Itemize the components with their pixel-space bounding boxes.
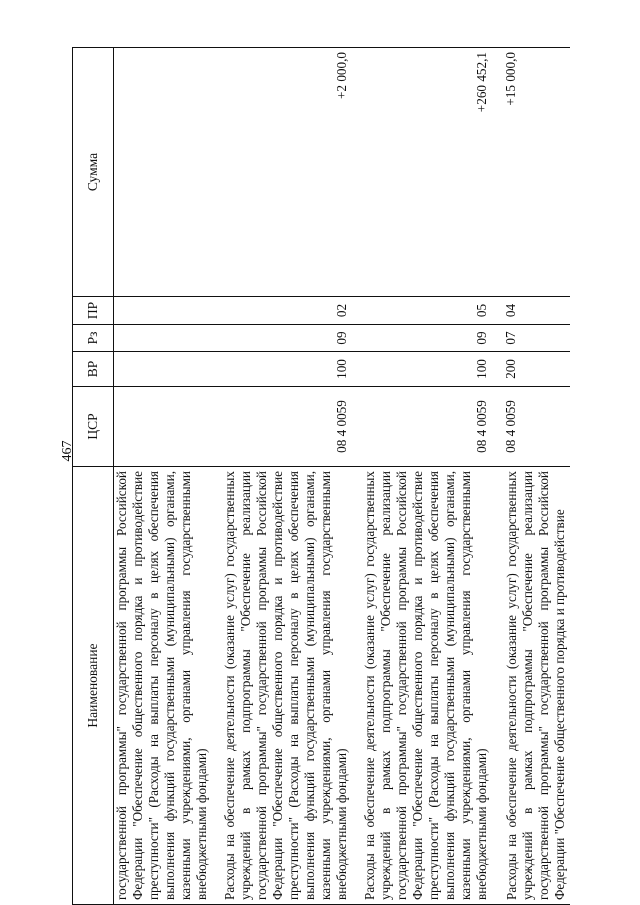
row-name: государственной программы" государственной программы Российской Федерации "Обеспечение общественного порядка и противодействие преступности" (Расходы на выплаты персоналу в целях обеспечения выполнения функций государственными (муниципальными) органами, казенными учреждениями, органами управления государственными внебюджетными фондами) (114, 467, 223, 905)
row-rz: 09 (362, 325, 502, 352)
row-rz: 07 (502, 325, 570, 352)
row-name: Расходы на обеспечение деятельности (оказание услуг) государственных учреждений в рамках подпрограммы "Обеспечение реализации государственной программы" государственной программы Российской Федерации "Обеспечение общественного порядка и противодействие преступности" (Расходы на выплаты персоналу в целях обеспечения выполнения функций государственными (муниципальными) органами, казенными учреждениями, органами управления государственными внебюджетными фондами) (362, 467, 502, 905)
table-row (502, 48, 570, 905)
table-header-row (73, 48, 114, 905)
row-pr: 04 (502, 297, 570, 325)
row-sum: +2 000,0 (222, 48, 362, 297)
header-csr: ЦСР (73, 387, 114, 467)
row-rz (114, 325, 223, 352)
row-pr: 05 (362, 297, 502, 325)
budget-table (72, 47, 570, 905)
row-name: Расходы на обеспечение деятельности (оказание услуг) государственных учреждений в рамках подпрограммы "Обеспечение реализации государственной программы" государственной программы Российской Федерации "Обеспечение общественного порядка и противодействие преступности" (Расходы на выплаты персоналу в целях обеспечения выполнения функций государственными (муниципальными) органами, казенными учреждениями, органами управления государственными внебюджетными фондами) (222, 467, 362, 905)
row-sum (114, 48, 223, 297)
row-vr (114, 352, 223, 387)
row-vr: 100 (222, 352, 362, 387)
row-vr: 200 (502, 352, 570, 387)
row-rz: 09 (222, 325, 362, 352)
header-vr: ВР (73, 352, 114, 387)
header-sum: Сумма (73, 48, 114, 297)
row-pr (114, 297, 223, 325)
header-name: Наименование (73, 467, 114, 905)
row-name: Расходы на обеспечение деятельности (оказание услуг) государственных учреждений в рамках подпрограммы "Обеспечение реализации государственной программы" государственной программы Российской Федерации "Обеспечение общественного порядка и противодействие (502, 467, 570, 905)
row-pr: 02 (222, 297, 362, 325)
row-csr (114, 387, 223, 467)
table-row (114, 48, 223, 905)
row-vr: 100 (362, 352, 502, 387)
header-pr: ПР (73, 297, 114, 325)
table-row (362, 48, 502, 905)
header-rz: Рз (73, 325, 114, 352)
row-sum: +15 000,0 (502, 48, 570, 297)
row-csr: 08 4 0059 (362, 387, 502, 467)
page-number: 467 (60, 440, 75, 462)
row-csr: 08 4 0059 (222, 387, 362, 467)
table-row (222, 48, 362, 905)
document-sheet (72, 48, 594, 905)
row-sum: +260 452,1 (362, 48, 502, 297)
row-csr: 08 4 0059 (502, 387, 570, 467)
